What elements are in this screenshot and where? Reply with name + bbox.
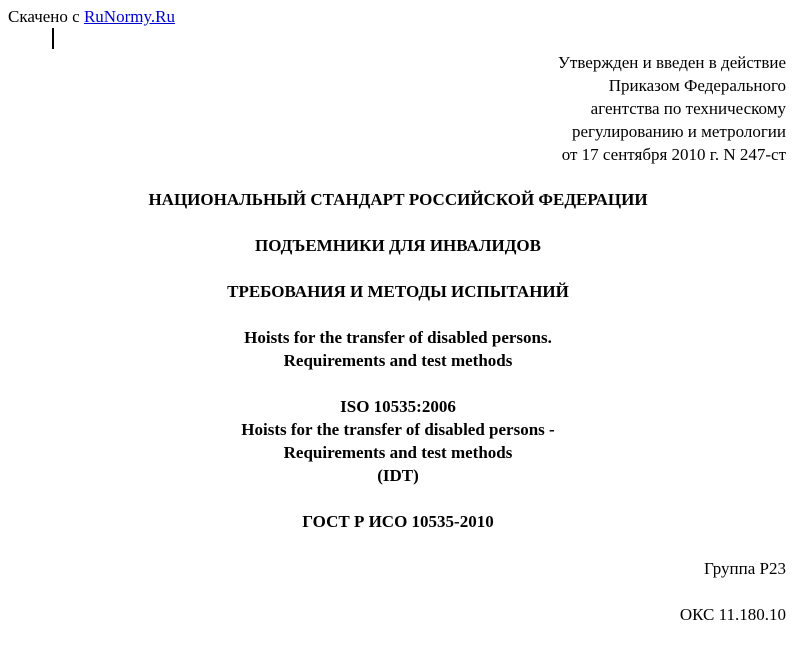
iso-code: ISO 10535:2006 [340, 397, 456, 416]
download-source-line [8, 5, 175, 28]
text-caret [52, 28, 54, 49]
iso-degree: (IDT) [377, 466, 419, 485]
standard-subtitle-ru-text: ТРЕБОВАНИЯ И МЕТОДЫ ИСПЫТАНИЙ [227, 282, 569, 301]
national-standard-title-text: НАЦИОНАЛЬНЫЙ СТАНДАРТ РОССИЙСКОЙ ФЕДЕРАЦИИ [148, 190, 648, 209]
group-code: Группа Р23 [704, 559, 786, 578]
standard-name-en-line: Requirements and test methods [283, 351, 513, 370]
iso-title-line: Hoists for the transfer of disabled persons - [241, 420, 555, 439]
approval-line: регулированию и метрологии [571, 122, 786, 141]
download-prefix: Скачено с [8, 7, 84, 26]
iso-reference-block [0, 395, 794, 487]
standard-name-en [0, 326, 794, 372]
national-standard-title [0, 188, 794, 211]
gost-code: ГОСТ Р ИСО 10535-2010 [302, 512, 494, 531]
gost-code-block [0, 510, 794, 533]
standard-name-en-line: Hoists for the transfer of disabled persons. [244, 328, 552, 347]
approval-block [456, 51, 786, 166]
approval-line: Приказом Федерального [608, 76, 786, 95]
oks-code: ОКС 11.180.10 [679, 605, 786, 624]
standard-subtitle-ru [0, 280, 794, 303]
approval-line: от 17 сентября 2010 г. N 247-ст [561, 145, 786, 164]
approval-line: агентства по техническому [590, 99, 786, 118]
iso-title-line: Requirements and test methods [283, 443, 513, 462]
approval-line: Утвержден и введен в действие [557, 53, 786, 72]
runormy-link[interactable]: RuNormy.Ru [83, 7, 175, 26]
standard-name-ru-text: ПОДЪЕМНИКИ ДЛЯ ИНВАЛИДОВ [255, 236, 541, 255]
standard-name-ru [0, 234, 794, 257]
